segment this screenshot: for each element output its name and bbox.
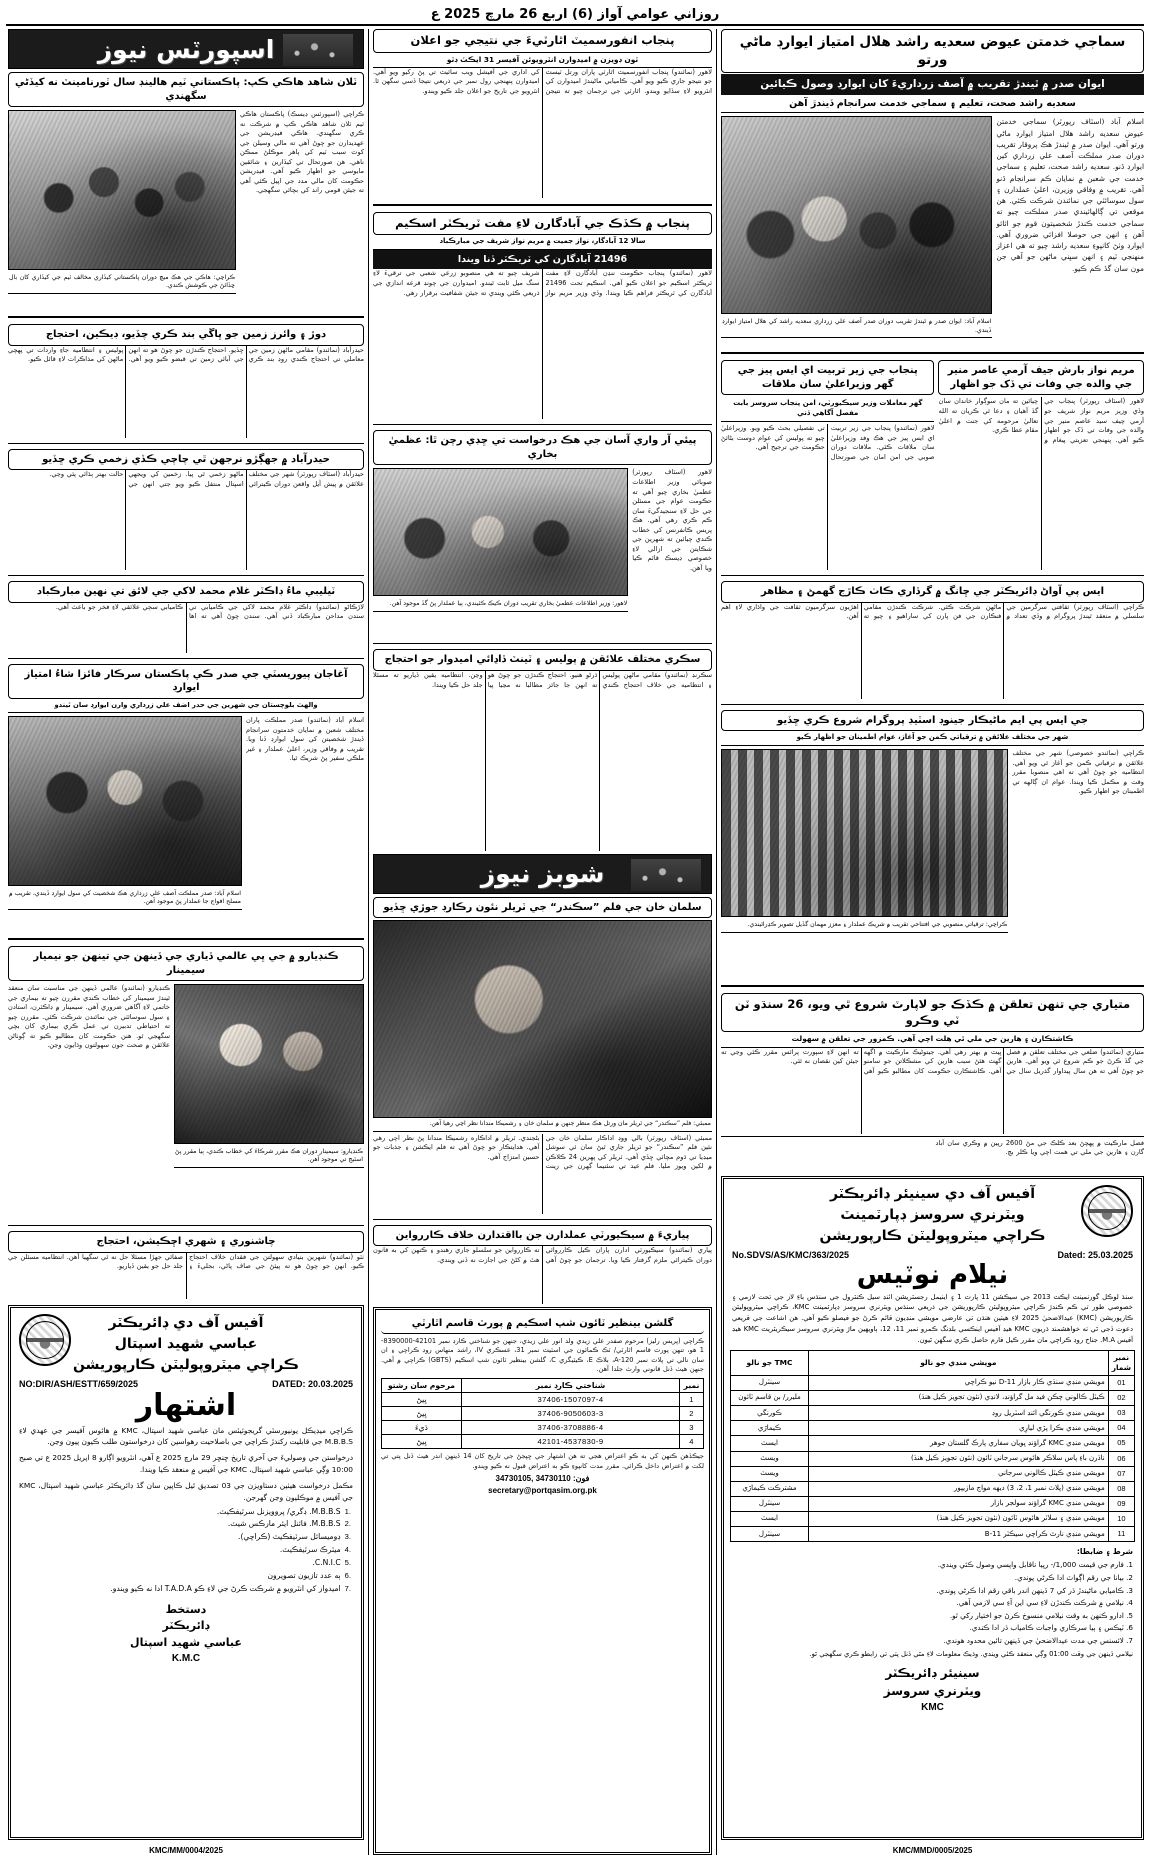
vet-closing: نيلامي ڏينهن جي وقت 01:00 وڳي منعقد ڪئي ويندي. وڌيڪ معلومات لاءِ مٿي ڏنل پتي تي رابطو ڪري سگهجي ٿو. xyxy=(809,1650,1133,1659)
gbts-body: ڪراچي (پريس رليز) مرحوم صفدر علي زيدي ولد انور علي زيدي، جنهن جو شناختي ڪارڊ نمبر 42101-8390000-1 هو، تنهن پورٽ قاسم اٿارٽي/ ٽڪ ڪمائون جي اسٽيٽ نمبر 31، عسڪري IV، راشد منهاس روڊ ڪراچي ۽ ان سان نالي تي پلاٽ نمبر A-120، بلاڪ E، ڪيٽيگري C، گلشن بينظير ٽائون شپ اسڪيم (GBTS) ڪراچي ۾ آهي. جنهن هيٺ ڏنل قانوني وارث جلدا آهن. xyxy=(381,1336,704,1374)
table-row xyxy=(731,1391,1135,1406)
seminar-text-block xyxy=(8,984,170,1220)
table-row xyxy=(731,1481,1135,1496)
vet-mandi-table xyxy=(730,1350,1135,1542)
table-header-row xyxy=(382,1379,704,1393)
kmc-seal-icon xyxy=(1081,1185,1133,1237)
list-item: .4 ميٽرڪ سرٽيفڪيٽ. xyxy=(17,1544,351,1557)
divider xyxy=(721,985,1144,987)
cell-tmc: ڪورنگي xyxy=(731,1406,809,1421)
divider xyxy=(721,352,1144,354)
cell-name: مويشي منڊي سنڌي ڪار بازار D-11 نيو ڪراچي xyxy=(809,1375,1109,1390)
senate-headline: آغاجان پيوريسٽي جي صدر ڪي پاڪستان سرڪار فائزا شاءُ امتياز ايوارڊ xyxy=(8,664,364,699)
request-photo-block xyxy=(373,468,628,638)
table-row xyxy=(382,1393,704,1407)
hyd-headline: حيدرآباد ۾ جهڳڙو نرجهن ٿي چاچي ڪڏي زخمي ڪري ڇڏيو xyxy=(8,449,364,471)
vet-signature xyxy=(730,1664,1135,1715)
request-body: لاهور (اسٽاف رپورٽر) صوبائي وزير اطلاعات عظميٰ بخاري چيو آهي ته حڪومت عوام جي مسئلن جي حل لاءِ سنجيدگيءَ سان ڪم ڪري رهي آهي. هڪ پريس ڪانفرنس کي خطاب ڪندي چيائين ته شهرين جي شڪايتن جي ازالي لاءِ خصوصي ڊيسڪ قائم ڪيا ويا آهن. xyxy=(632,468,712,572)
ash-advert-code: KMC/MM/0004/2025 xyxy=(149,1846,223,1855)
cell-tmc: سينٽرل xyxy=(731,1496,809,1511)
pia-headline: پنجاب انفورسميٽ اٿارٽيءَ جي نتيجي جو اعلان xyxy=(373,29,712,53)
land-headline: دوڙ ۽ وائرز زمين جو ڀاڱي بند ڪري چڏيو، ڊيڪين، احتجاج xyxy=(8,324,364,346)
project-headline: جي ايس پي ايم ماڻيڪار جينوڊ اسٽيڊ پروگرام شروع ڪري ڇڏيو xyxy=(721,710,1144,732)
doctor-body: لاڙڪاڻو (نمائندو) ڊاڪٽر غلام محمد لاکي جي ڪاميابي تي سندن مداحن مبارڪباد ڏني آهي. سندن چوڻ آهي ته اها ڪاميابي سڄي علائقي لاءِ فخر جو باعث آهي. xyxy=(55,602,364,621)
lead-text-block xyxy=(996,116,1144,346)
table-row xyxy=(731,1451,1135,1466)
vet-terms xyxy=(730,1546,1135,1646)
lead-photo xyxy=(721,116,992,314)
cell-tmc: ويسٽ xyxy=(731,1466,809,1481)
vet-table-body xyxy=(731,1375,1135,1541)
list-item: .5 C.N.I.C. xyxy=(17,1557,351,1570)
ash-doc-1: M.B.B.S. ڊگري/ پروويزنل سرٽيفڪيٽ. xyxy=(216,1506,341,1516)
gbts-phone: 34730105, 34730110 :فون xyxy=(495,1474,590,1484)
lead-headline: سماجي خدمتن عيوض سعديه راشد هلال امتياز ايوارڊ ماڻي ورتو xyxy=(721,29,1144,73)
senate-text-block xyxy=(246,716,364,932)
gbts-table-body xyxy=(382,1393,704,1449)
cell-name: مويشي منڊي نارٿ ڪراچي سيڪٽر 11-B xyxy=(809,1527,1109,1542)
ash-doc-3: ڊوميسائل سرٽيفڪيٽ (ڪراچي). xyxy=(238,1532,341,1542)
cell-tmc: سينٽرل xyxy=(731,1375,809,1390)
article-pia-result xyxy=(373,29,712,198)
cell-cnic: 37406-9050603-3 xyxy=(462,1407,680,1421)
masthead xyxy=(6,4,1144,26)
ash-sign-4: K.M.C xyxy=(171,1653,201,1665)
cell-relation: ڌيءَ xyxy=(382,1421,462,1435)
land-body: حيدرآباد (نمائندو) مقامي ماڻهن زمين جي معاملي تي احتجاج ڪندي روڊ بند ڪري ڇڏيو. احتجاج ڪندڙن جو چوڻ هو ته انهن جي آبائي زمين تي قبضو ڪيو ويو آهي. پوليس ۽ انتظاميه جاءِ واردات تي پهچي ماڻهن کي مذاڪرات لاءِ قائل ڪيو. xyxy=(8,345,364,364)
cell-name: مويشي منڊي ۽ سلاٽر هائوس ٽائون (نئون تجويز ڪيل هنڌ) xyxy=(809,1512,1109,1527)
seminar-row xyxy=(8,984,364,1220)
showbiz-photo xyxy=(373,920,712,1118)
tractor-headline: پنجاب ۾ ڪڏڪ جي آبادگارن لاءِ مفت ٽريڪٽر اسڪيم xyxy=(373,212,712,236)
sports-photo xyxy=(8,110,236,270)
cell-name: ڪيٽل ڪالوني چڪن فيد مل گراؤنڊ، لانڍي (نئون تجويز ڪيل هنڌ) xyxy=(809,1391,1109,1406)
right-row-2 xyxy=(721,360,1144,570)
cell-tmc: مشترڪت ڪيماڙي xyxy=(731,1481,809,1496)
list-item: .6 ٻه عدد تازيون تصويرون xyxy=(17,1570,351,1583)
cell-tmc: سينٽرل xyxy=(731,1527,809,1542)
ash-office-line-2: عباسي شهيد اسپتال xyxy=(114,1335,258,1352)
ash-ref-no: NO:DIR/ASH/ESTT/659/2025 xyxy=(19,1378,139,1389)
pia-body: لاهور (نمائندو) پنجاب انفورسميٽ اٿارٽي پاران ورتل ٽيسٽ جو نتيجو جاري ڪيو ويو آهي. ڪاميابي ماڻيندڙ اميدوارن کي انٽرويو لاءِ سڏايو ويندو. اٿارٽي جي ترجمان چيو ته نتيجن کي اداري جي آفيشل ويب سائيٽ تي پڻ رکيو ويو آهي. اميدوارن پنهنجي رول نمبر جي ذريعي نتيجا ڏسي سگهن ٿا. انٽرويو جي تاريخ جو اعلان جلد ڪيو ويندو. xyxy=(373,67,712,95)
vet-term-4: 4. نيلامي ۾ شرڪت ڪندڙن لاءِ سي اين آءِ سي لازمي آهي. xyxy=(956,1598,1133,1608)
showbiz-headline: سلمان خان جي فلم ”سڪندر“ جي ٽريلر نئون رڪارڊ جوڙي ڇڏيو xyxy=(373,897,712,919)
sports-banner-title: اسپورٽس نيوز xyxy=(97,34,275,64)
gbts-footer-note: جيڪڏهن ڪنهن کي به ڪو اعتراض هجي ته هن اشتهار جي ڇپجڻ جي تاريخ کان 14 ڏينهن اندر هيٺ ڏنل پتي تي لکت ۾ اعتراض داخل ڪرائي. مقرر مدت کانپوءِ ڪو به اعتراض قبول نه ڪيو ويندو. xyxy=(381,1452,704,1470)
advert-gulshan-benazir xyxy=(373,1307,712,1855)
article-culture xyxy=(721,581,1144,699)
cell-serial: 05 xyxy=(1108,1436,1134,1451)
pyaro-body: پياري (نمائندو) سيڪيورٽي ادارن پاران ڪيل ڪارروائي دوران ڪيترائي ملزم گرفتار ڪيا ويا. ترجمان جو چوڻ آهي ته ڪاررواين جو سلسلو جاري رهندو ۽ ڪنهن کي به قانون هٿ ۾ کڻڻ جي اجازت نه ڏني ويندي. xyxy=(373,1246,712,1264)
police-body: سڪرنڊ (نمائندو) مقامي ماڻهن پوليس ۽ انتظاميه جي خلاف احتجاج ڪندي ڌرڻو هنيو. احتجاج ڪندڙن جو چوڻ هو ته انهن جا جائز مطالبا نه مڃيا پيا وڃن. انتظاميه يقين ڏياريو ته مسئلا جلد حل ڪيا ويندا. xyxy=(373,670,712,689)
project-photo-block xyxy=(721,749,1008,979)
crop-headline: متياري جي تنهن تعلقن ۾ ڪڏڪ جو لاپارٽ شروع ٿي ويو، 26 سنڌو ٽن ٽي وڪرو xyxy=(721,993,1144,1032)
senate-photo-block xyxy=(8,716,242,932)
vet-reference xyxy=(730,1250,1135,1260)
vet-terms-title: شرط ۽ ضابطا: xyxy=(1076,1547,1133,1557)
cell-name: مويشي منڊي KMC گراؤنڊ ڀويان سفاري پارڪ گلستان جوهر xyxy=(809,1436,1109,1451)
masthead-text: روزاني عوامي آواز (6) اربع 26 مارچ 2025 ع xyxy=(430,6,720,22)
vet-term-2: 2. بيانا جي رقم اڳواٽ ادا ڪرڻي پوندي. xyxy=(1014,1572,1133,1582)
divider xyxy=(373,1219,712,1220)
vet-term-6: 6. ٽيڪس ۽ ٻيا سرڪاري واجبات ڪامياب ڌر ادا ڪندي. xyxy=(969,1623,1133,1633)
doctor-headline: ٽيليبي ماءُ ڊاڪٽر غلام محمد لاکي جي لائق تي نهين مبارڪباد xyxy=(8,581,364,603)
seminar-photo-block xyxy=(174,984,364,1220)
divider xyxy=(8,658,364,659)
list-item: .1 M.B.B.S. ڊگري/ پروويزنل سرٽيفڪيٽ. xyxy=(17,1506,351,1519)
seminar-headline: ڪنڊيارو ۾ جي ڀي عالمي ڏياري جي ڏينهن جي تينهن جو نيميار سيمينار xyxy=(8,946,364,981)
vet-office-line-3: ڪراچي ميٽروپوليٽن ڪارپوريشن xyxy=(819,1227,1046,1244)
project-body: ڪراچي (نمائندو خصوصي) شهر جي مختلف علائقن ۾ ترقياتي ڪمن جو آغاز ٿي ويو آهي. انتظاميه جو چوڻ آهي ته اهي منصوبا مقرر وقت ۾ مڪمل ڪيا ويندا. عوام ان ڳالهه تي اطمينان جو اظهار ڪيو. xyxy=(1012,749,1144,796)
page-body xyxy=(6,29,1144,1855)
table-row xyxy=(731,1512,1135,1527)
article-crop xyxy=(721,993,1144,1169)
list-item: .2 M.B.B.S. فائنل ايئر مارڪس شيٽ. xyxy=(17,1518,351,1531)
ash-sign-2: ڊائريڪٽر xyxy=(162,1619,210,1633)
ash-ref-date: DATED: 20.03.2025 xyxy=(272,1378,353,1389)
kmc-seal-icon xyxy=(19,1314,71,1366)
cell-no: 2 xyxy=(680,1407,704,1421)
cell-name: مويشي منڊي ڪورنگي ائنڊ اسٽريل روڊ xyxy=(809,1406,1109,1421)
article-lead-award xyxy=(721,29,1144,113)
tractor-subhead: سالا 12 آبادگار، نواز جميت ۾ مريم نواز شريف جي مبارڪباد xyxy=(373,235,712,250)
cell-name: ناڌرن باءِ پاس سلاڪر هائوس سرجاني ٽائون (نئون تجويز ڪيل هنڌ) xyxy=(809,1451,1109,1466)
column-right xyxy=(716,29,1144,1855)
police-headline: سڪري مختلف علائقن ۾ پوليس ۽ ٽينٽ ڏاڍائي اميدوار جو احتجاج xyxy=(373,649,712,671)
sports-banner-art-icon xyxy=(283,34,353,66)
ash-sign-1: دستخط xyxy=(165,1602,207,1616)
asp-subhead: گهر معاملات وزير سيڪيورٽي، امن پنجاب سروسز بابت مفصل آگاهي ڏني xyxy=(721,397,934,422)
vet-advert-title: نيلام نوٽيس xyxy=(856,1259,1009,1290)
cell-tmc: ڪيماڙي xyxy=(731,1421,809,1436)
ash-doc-2: M.B.B.S. فائنل ايئر مارڪس شيٽ. xyxy=(227,1519,341,1529)
divider xyxy=(721,575,1144,576)
vet-sign-1: سينيئر ڊائريڪٽر xyxy=(885,1665,980,1680)
crop-subhead: ڪاشتڪارن ۽ هارين جي ملي ٿي هلت اچي آهي. ڪمزور جي تعلقن ۾ سهولت xyxy=(721,1032,1144,1047)
seminar-photo-caption: ڪنڊيارو: سيمينار دوران هڪ مقرر شرڪاءَ کي خطاب ڪندي، ٻيا مقرر پڻ اسٽيج تي موجود آهن. xyxy=(174,1146,364,1168)
asp-body: لاهور (نمائندو) پنجاب جي زير تربيت اي ايس پيز جي هڪ وفد وزيراعليٰ سان ملاقات ڪئي. ملاقات دوران صوبي جي امن امان جي صورتحال تي تفصيلي بحث ڪيو ويو. وزيراعليٰ چيو ته پوليس کي عوام دوست بڻائڻ حڪومت جي ترجيح آهي. xyxy=(721,424,935,461)
showbiz-body: ممبئي (اسٽاف رپورٽر) بالي ووڊ اداڪار سلمان خان جي نئين فلم ”سڪندر“ جو ٽريلر جاري ٿيڻ سان ئي سوشل ميڊيا تي ڌوم مچائي ڇڏي آهي. ٽريلر کي پهرين 24 ڪلاڪن ۾ لکين ويوز مليا. فلم عيد تي سئنيما گهرن جي زينت بڻجندي. ٽريلر ۾ اداڪاره رشميڪا مندانا پڻ نظر اچي رهي آهي. هدايتڪار جو چوڻ آهي ته فلم ايڪشن ۽ جذبات جو حسين امتزاج آهي. xyxy=(373,1133,712,1171)
ash-body-1: ڪراچي ميڊيڪل يونيورسٽي گريجوئيٽس مان عباسي شهيد اسپتال، KMC ۾ هائوس آفيسر جي عهدي لاءِ M.B.B.S جي قابليت رکندڙ ڪراچي جي باصلاحيت رهواسين کان درخواستون طلب ڪيون پيون وڃن. xyxy=(19,1425,354,1447)
cell-tmc: ويسٽ xyxy=(731,1451,809,1466)
vet-office-line-2: ويٽرنري سروسز ڊپارٽمينٽ xyxy=(840,1206,1025,1223)
cell-serial: 01 xyxy=(1108,1375,1134,1390)
table-row xyxy=(382,1407,704,1421)
cell-tmc: ايسٽ xyxy=(731,1436,809,1451)
vet-office-line-1: آفيس آف دي سينيئر ڊائريڪٽر xyxy=(829,1185,1036,1202)
vet-term-1: 1. فارم جي قيمت 1,000/- رپيا ناقابل واپسي وصول ڪئي ويندي. xyxy=(937,1560,1133,1570)
cell-name: مويشي منڊي (پلاٽ نمبر 1، 2، 3) ديهه مواج مازيپور xyxy=(809,1481,1109,1496)
crop-market-note: فصل مارڪيٽ ۾ پهچڻ بعد ڪلڪ جي مڻ 2600 رپين ۾ وڪري سان آباد گارن ۽ هارين جي ملي تي همت اچي ويا ڪلر بچ. xyxy=(721,1136,1144,1170)
article-civic xyxy=(8,1231,364,1299)
gbts-headline: گلشن بينظير ٽائون شپ اسڪيم ۾ پورٽ قاسم اٿارٽي xyxy=(381,1314,704,1334)
cell-no: 3 xyxy=(680,1421,704,1435)
senate-body: اسلام آباد (نمائندو) صدر مملڪت پاران مختلف شعبن ۾ نمايان خدمتون سرانجام ڏيندڙ شخصيتن کي سول ايوارڊ ڏنا ويا. تقريب ۾ وفاقي وزير، اعليٰ عملدار ۽ غير ملڪي سفير پڻ شريڪ ٿيا. xyxy=(246,716,364,763)
cell-name: مويشي منڊي ڪيٽل ڪالوني سرجاني xyxy=(809,1466,1109,1481)
article-showbiz xyxy=(373,897,712,1214)
divider xyxy=(373,424,712,425)
lead-photo-caption: اسلام آباد: ايوان صدر ۾ ٿيندڙ تقريب دوران صدر آصف علي زرداري سعديه راشد کي هلال امتياز ايوارڊ ڏيندي. xyxy=(721,316,992,338)
vet-advert-code: KMC/MMD/0005/2025 xyxy=(892,1846,973,1855)
sports-lead-body: ڪراچي (اسپورٽس ڊيسڪ) پاڪستان هاڪي ٽيم ٽلان شاهد هاڪي ڪپ ۾ شرڪت نه ڪري سگهندي. هاڪي فيڊريشن جي عهديدارن جو چوڻ آهي ته مالي وسيلن جي کوٽ سبب ٽيم کي ٻاهر موڪلڻ ممڪن ناهي. هن صورتحال تي کيڏارين ۽ شائقين مايوسي جو اظهار ڪيو آهي. فيڊريشن حڪومت کان مالي مدد جي اپيل ڪئي آهي ته جيئن قومي راند کي بچائي سگهجي. xyxy=(240,110,364,195)
seminar-photo xyxy=(174,984,364,1144)
cell-serial: 08 xyxy=(1108,1481,1134,1496)
mariam-body: لاهور (اسٽاف رپورٽر) پنجاب جي وڏي وزير مريم نواز شريف جو آرمي چيف سيد عاصم منير جي والده جي وفات تي ڏک جو اظهار ڪيو آهي. پنهنجي تعزيتي پيغام ۾ چيائين ته مان سوڳوار خاندان سان گڏ آهيان ۽ دعا ٿي ڪريان ته الله تعاليٰ مرحومه کي جنت ۾ اعليٰ مقام عطا ڪري. xyxy=(938,397,1144,444)
hyd-body: حيدرآباد (اسٽاف رپورٽر) شهر جي مختلف علائقن ۾ پيش آيل واقعن دوران ڪيترائي ماڻهو زخمي ٿي پيا. زخمين کي ويجهي اسپتال منتقل ڪيو ويو جتي انهن جي حالت بهتر ٻڌائي پئي وڃي. xyxy=(49,470,364,488)
article-tractor-scheme xyxy=(373,212,712,420)
divider xyxy=(8,575,364,576)
ash-doc-7: اميدوار کي انٽرويو ۾ شرڪت ڪرڻ جي لاءِ ڪو T.A.D.A ادا نه ڪيو ويندو. xyxy=(110,1584,341,1594)
project-photo-caption: ڪراچي: ترقياتي منصوبي جي افتتاحي تقريب ۾ شريڪ عملدار ۽ معزز مهمان گڏيل تصوير ڪڍرائيندي. xyxy=(721,919,1008,932)
article-mariam-nawaz xyxy=(938,360,1144,570)
advert-kmc-veterinary xyxy=(721,1176,1144,1840)
sports-photo-caption: ڪراچي: هاڪي جي هڪ ميچ دوران پاڪستاني کيڏاري مخالف ٽيم جي کيڏاري کان بال ڇڏائڻ جي ڪوشش ڪندي. xyxy=(8,272,236,294)
divider xyxy=(8,938,364,940)
sports-row xyxy=(8,110,364,310)
article-seminar xyxy=(8,946,364,981)
table-row xyxy=(731,1466,1135,1481)
cell-name: مويشي منڊي بڪرا پڙي ليارِي xyxy=(809,1421,1109,1436)
th-gbts-cnic: شناختي ڪارڊ نمبر xyxy=(462,1379,680,1393)
lead-subhead: ايوان صدر ۾ ٿيندڙ تقريب ۾ آصف زرداريءَ کان ايوارڊ وصول ڪيائين xyxy=(721,74,1144,95)
showbiz-banner-art-icon xyxy=(631,859,701,891)
culture-headline: ايس پي آواڻ ڊائريڪٽر جي ڇانگ ۾ گرڏاري ڪاٺ ڪاڙج گهمڻ ۽ مظاهر xyxy=(721,581,1144,603)
gbts-heirs-table xyxy=(381,1378,704,1449)
article-hyderabad xyxy=(8,449,364,571)
table-row xyxy=(731,1406,1135,1421)
cell-serial: 04 xyxy=(1108,1421,1134,1436)
article-request xyxy=(373,430,712,465)
table-row xyxy=(731,1375,1135,1390)
senate-photo-caption: اسلام آباد: صدر مملڪت آصف علي زرداري هڪ شخصيت کي سول ايوارڊ ڏيندي، تقريب ۾ مسلح افواج جا عملدار پڻ موجود آهن. xyxy=(8,888,242,910)
cell-cnic: 42101-4537830-9 xyxy=(462,1435,680,1449)
civic-body: ٺٽو (نمائندو) شهرين بنيادي سهولتن جي فقدان خلاف احتجاج ڪيو. انهن جو چوڻ هو ته پيئڻ جي صاف پاڻي، بجليءَ ۽ صفائي جهڙا مسئلا حل نه ٿي سگهيا آهن. انتظاميه مسئلن جي جلد حل جو يقين ڏياريو. xyxy=(8,1252,364,1271)
cell-serial: 09 xyxy=(1108,1496,1134,1511)
list-item: .7 اميدوار کي انٽرويو ۾ شرڪت ڪرڻ جي لاءِ ڪو T.A.D.A ادا نه ڪيو ويندو. xyxy=(17,1583,351,1596)
divider xyxy=(373,204,712,206)
culture-body: ڪراچي (اسٽاف رپورٽر) ثقافتي سرگرمين جي سلسلي ۾ منعقد ٿيندڙ پروگرام ۾ وڏي تعداد ۾ ماڻهن شرڪت ڪئي. شرڪت ڪندڙن مقامي فنڪارن جي فن پارن کي ساراهيو ۽ چيو ته اهڙيون سرگرميون ثقافت جي واڌاري لاءِ اهم آهن. xyxy=(721,602,1144,621)
divider xyxy=(373,643,712,644)
cell-serial: 02 xyxy=(1108,1391,1134,1406)
th-gbts-no: نمبر xyxy=(680,1379,704,1393)
vet-sign-2: ويٽرنري سروسز xyxy=(883,1683,982,1698)
cell-no: 4 xyxy=(680,1435,704,1449)
project-subhead: شهر جي مختلف علائقن ۾ ترقياتي ڪمن جو آغاز، عوام اطمينان جو اظهار ڪيو xyxy=(721,731,1144,746)
senate-row xyxy=(8,716,364,932)
asp-headline: پنجاب جي زير تربيت اي ايس پيز جي گهر وزيراعليٰ سان ملاقات xyxy=(721,360,934,395)
pyaro-headline: پياريءَ ۾ سيڪيورٽي عملدارن جن بااقتدارن خلاف ڪاررواين xyxy=(373,1225,712,1247)
th-serial: نمبر شمار xyxy=(1108,1350,1134,1375)
senate-photo xyxy=(8,716,242,886)
ash-doc-4: ميٽرڪ سرٽيفڪيٽ. xyxy=(279,1545,341,1555)
cell-relation: ڀيڻ xyxy=(382,1435,462,1449)
article-land-protest xyxy=(8,324,364,438)
table-row xyxy=(731,1527,1135,1542)
cell-serial: 10 xyxy=(1108,1512,1134,1527)
column-middle xyxy=(368,29,716,1855)
request-headline: پيئي آر واري آسان جي هڪ درخواست تي ڇڊي رچن ٿا: عظميٰ بخاري xyxy=(373,430,712,465)
ash-documents-list xyxy=(17,1504,355,1598)
showbiz-banner-title: شوبز نيوز xyxy=(480,859,605,889)
vet-term-3: 3. ڪاميابي ماڻيندڙ ڌر کي 7 ڏينهن اندر باقي رقم ادا ڪرڻي پوندي. xyxy=(936,1585,1133,1595)
sports-photo-block xyxy=(8,110,236,310)
cell-cnic: 37406-3708886-4 xyxy=(462,1421,680,1435)
gbts-email: secretary@portqasim.org.pk xyxy=(488,1486,597,1496)
vet-ref-no: No.SDVS/AS/KMC/363/2025 xyxy=(732,1249,850,1260)
vet-term-5: 5. ادارو ڪنهن به وقت نيلامي منسوخ ڪرڻ جو اختيار رکي ٿو. xyxy=(949,1610,1133,1620)
request-photo xyxy=(373,468,628,596)
lead-body: اسلام آباد (اسٽاف رپورٽر) سماجي خدمتن عيوض سعديه راشد هلال امتياز ايوارڊ ماڻي ورتو آهي. ايوان صدر ۾ ٿيندڙ هڪ پروقار تقريب دوران صدر مملڪت آصف علي زرداري کين ايوارڊ ڏنو. سعديه راشد صحت، تعليم ۽ سماجي خدمت جي شعبن ۾ نمايان ڪم سرانجام ڏنو آهي. تقريب ۾ وفاقي وزيرن، اعليٰ عملدارن ۽ سول سوسائٽي جي نمائندن شرڪت ڪئي. هن موقعي تي ڳالهائيندي صدر مملڪت چيو ته سماجي خدمت ڪندڙ شخصيتون قوم جو اثاثو آهن ۽ انهن جي حوصلا افزائي ضروري آهي. ايوارڊ وٺڻ کانپوءِ سعديه راشد چيو ته هي اعزاز منهنجي ٽيم ۽ انهن سڀني ماڻهن جو آهي جن مون سان گڏ ڪم ڪيو. xyxy=(996,117,1144,273)
project-photo xyxy=(721,749,1008,917)
vet-sign-3: KMC xyxy=(921,1701,944,1713)
request-photo-caption: لاهور: وزير اطلاعات عظميٰ بخاري تقريب دوران ڪيڪ ڪٽيندي، ٻيا عملدار پڻ گڏ موجود آهن. xyxy=(373,598,628,611)
table-header-row xyxy=(731,1350,1135,1375)
divider xyxy=(721,704,1144,705)
mariam-headline: مريم نواز بارش جيف آرمي عاصر منير جي والده جي وفات تي ڏک جو اظهار xyxy=(938,360,1144,395)
cell-tmc: ايسٽ xyxy=(731,1512,809,1527)
sports-lead-headline: ٽلان شاهد هاڪي ڪپ: پاڪستاني ٽيم هالينڊ سال ٽورنامينٽ نه کيڏڻي سگهندي xyxy=(8,72,364,107)
lead-kicker: سعديه راشد صحت، تعليم ۽ سماجي خدمت سرانجام ڏيندڙ آهن xyxy=(721,95,1144,113)
table-row xyxy=(731,1421,1135,1436)
article-senate-award xyxy=(8,664,364,714)
th-mandi-name: مويشي منڊي جو نالو xyxy=(809,1350,1109,1375)
showbiz-banner xyxy=(373,854,712,894)
project-text-block xyxy=(1012,749,1144,979)
vet-ref-date: Dated: 25.03.2025 xyxy=(1057,1249,1133,1260)
cell-serial: 07 xyxy=(1108,1466,1134,1481)
cell-tmc: مليرر/ بن قاسم ٽائون xyxy=(731,1391,809,1406)
pia-subhead: ٽون ڊويزن ۾ اميدوارن انٽرويوئن آفيسر 31 ايڪٽ ڊٽو xyxy=(373,53,712,68)
ash-office-line-1: آفيس آف دي ڊائريڪٽر xyxy=(108,1314,264,1331)
cell-serial: 06 xyxy=(1108,1451,1134,1466)
article-project xyxy=(721,710,1144,746)
ash-advert-title: اشتهار xyxy=(135,1387,237,1423)
article-doctor xyxy=(8,581,364,653)
divider xyxy=(8,316,364,318)
cell-cnic: 37406-1507097-4 xyxy=(462,1393,680,1407)
crop-body: متياري (نمائندو) ضلعي جي مختلف تعلقن ۾ فصل جي گڏ ڪرڻ جو ڪم شروع ٿي ويو آهي. هارين جو چوڻ آهي ته هن سال پيداوار گذريل سال جي ڀيٽ ۾ بهتر رهي آهي. جيتوڻيڪ مارڪيٽ ۾ اگهه گهٽ هئڻ سبب هارين کي مشڪلاتن جو سامنو آهي. ڪاشتڪارن حڪومت کان مطالبو ڪيو آهي ته انهن لاءِ سپورٽ پرائس مقرر ڪئي وڃي ته جيئن کين نقصان نه ٿئي. xyxy=(721,1047,1144,1075)
ash-doc-6: ٻه عدد تازيون تصويرون xyxy=(267,1571,341,1581)
ash-office-line-3: ڪراچي ميٽروپوليٽن ڪارپوريشن xyxy=(73,1356,299,1373)
th-tmc-name: TMC جو نالو xyxy=(731,1350,809,1375)
right-row-3 xyxy=(721,749,1144,979)
cell-name: مويشي منڊي KMC گراؤنڊ سولجر بازار xyxy=(809,1496,1109,1511)
lead-photo-block xyxy=(721,116,992,346)
advert-abbasi-shaheed xyxy=(8,1305,364,1840)
tractor-body: لاهور (نمائندو) پنجاب حڪومت ننڍن آبادگارن لاءِ مفت ٽريڪٽر اسڪيم جو اعلان ڪيو آهي. اسڪيم تحت 21496 آبادگارن کي ٽريڪٽر فراهم ڪيا ويندا. وڏي وزير مريم نواز شريف چيو ته هي منصوبو زرعي شعبي جي ترقيءَ لاءِ سنگ ميل ثابت ٿيندو. اميدوارن جي چونڊ قرعه اندازي جي ذريعي ڪئي ويندي ته جيئن شفافيت برقرار رهي. xyxy=(373,269,712,297)
ash-doc-5: C.N.I.C. xyxy=(312,1558,341,1568)
list-item: .3 ڊوميسائل سرٽيفڪيٽ (ڪراچي). xyxy=(17,1531,351,1544)
lead-row xyxy=(721,116,1144,346)
mid-row-photo xyxy=(373,468,712,638)
ash-sign-3: عباسي شهيد اسپتال xyxy=(130,1635,242,1649)
request-text-block xyxy=(632,468,712,638)
article-aspmeeting xyxy=(721,360,934,570)
vet-advert-body: سنڌ لوڪل گورنمينٽ ايڪٽ 2013 جي سيڪشن 11 پارٽ 1 ۽ اينيمل رجسٽريشن ائنڊ سيل ڪنٽرول جي سنڌس باءِ لاز جي تحت لازمي ۽ خصوصي طور تي ڪم ڪندڙ ڪراچي ميٽروپوليٽن ڪارپوريشن جي ذريعي سنڌس ويٽرنري سروسز ڊپارٽمينٽ KMC، ڪراچي ميٽروپوليٽن ڪارپوريشن (KMC) عيدالاضحيٰ 2025 لاءِ هيٺين هنڌن تي عارضي مويشي منڊيون قائم ڪرڻ جو فيصلو ڪيو آهي. هن اشاعت جي قريعي دعوت ڏجي ٿي ته خواهشمند ڌريون KMC هيڊ آفيس اينڪسي بلڊنگ ڪمرو نمبر 11، 12، ٻاويهين ماڙ ويٽرنري سروسز سيڪريٽريٽ KMC هيڊ آفيس M.A. جناح روڊ ڪراچي مان مقرر ڪيل فارم حاصل ڪري سگهن ٿيون. xyxy=(732,1292,1133,1345)
cell-no: 1 xyxy=(680,1393,704,1407)
table-row xyxy=(731,1496,1135,1511)
ash-signature xyxy=(17,1602,355,1667)
vet-term-7: 7. لائسنس جي مدت عيدالاضحيٰ جي ڏينهن تائين محدود هوندي. xyxy=(943,1635,1133,1645)
divider xyxy=(8,1225,364,1226)
table-row xyxy=(382,1435,704,1449)
table-row xyxy=(382,1421,704,1435)
seminar-body: ڪنڊيارو (نمائندو) عالمي ڏينهن جي مناسبت سان منعقد ٿيندڙ سيمينار کي خطاب ڪندي مقررن چيو ته بيماري جي خاتمي لاءِ آگاهي ضروري آهي. سيمينار ۾ ڊاڪٽرن، استادن ۽ سول سوسائٽي جي نمائندن شرڪت ڪئي. مقررن چيو ته احتياطي تدبيرن تي عمل ڪري بيماري کان بچي سگهجي ٿو. هنن حڪومت کان مطالبو ڪيو ته ڳوٺاڻن علائقن ۾ صحت جون سهولتون وڌايون وڃن. xyxy=(8,984,170,1050)
th-gbts-relation: مرحوم سان رشتو xyxy=(382,1379,462,1393)
cell-serial: 03 xyxy=(1108,1406,1134,1421)
article-pyaro xyxy=(373,1225,712,1305)
table-row xyxy=(731,1436,1135,1451)
divider xyxy=(8,443,364,444)
civic-headline: چاشنوري ۽ شهري اڇڪيشن، احتجاج xyxy=(8,1231,364,1253)
sports-text-block xyxy=(240,110,364,310)
ash-body-3: مڪمل درخواست هيٺين دستاويزن جي 03 تصديق ٿيل ڪاپين سان گڏ ڊائريڪٽر عباسي شهيد اسپتال، KMC جي آفيس ۾ موڪليون وڃن گهرجن. xyxy=(19,1480,353,1502)
cell-serial: 11 xyxy=(1108,1527,1134,1542)
cell-relation: ڀيڻ xyxy=(382,1407,462,1421)
showbiz-photo-caption: ممبئي: فلم ”سڪندر“ جي ٽريلر مان ورتل هڪ منظر جنهن ۾ سلمان خان ۽ رشميڪا مندانا نظر اچي رهيا آهن. xyxy=(373,1118,712,1131)
sports-banner xyxy=(8,29,364,69)
senate-subhead: والهٽ بلوچستان جي شهرين جي حدر اضف علي زرداري وارن ايوارڊ سان ٿيندو xyxy=(8,699,364,714)
article-police-protest xyxy=(373,649,712,851)
tractor-highlight: 21496 آبادگارن کي ٽريڪٽر ڏنا ويندا xyxy=(373,250,712,269)
ash-body-2: درخواستن جي وصوليءَ جي آخري تاريخ ڇنڇر 29 مارچ 2025 ع آهي، انٽرويو اڳارو 8 اپريل 2025 ع تي صبح 10:00 وڳي عباسي شهيد اسپتال، KMC جي آفيس ۾ منعقد ڪيا ويندا. xyxy=(19,1453,354,1475)
cell-relation: ڀيڻ xyxy=(382,1393,462,1407)
column-left xyxy=(8,29,368,1855)
